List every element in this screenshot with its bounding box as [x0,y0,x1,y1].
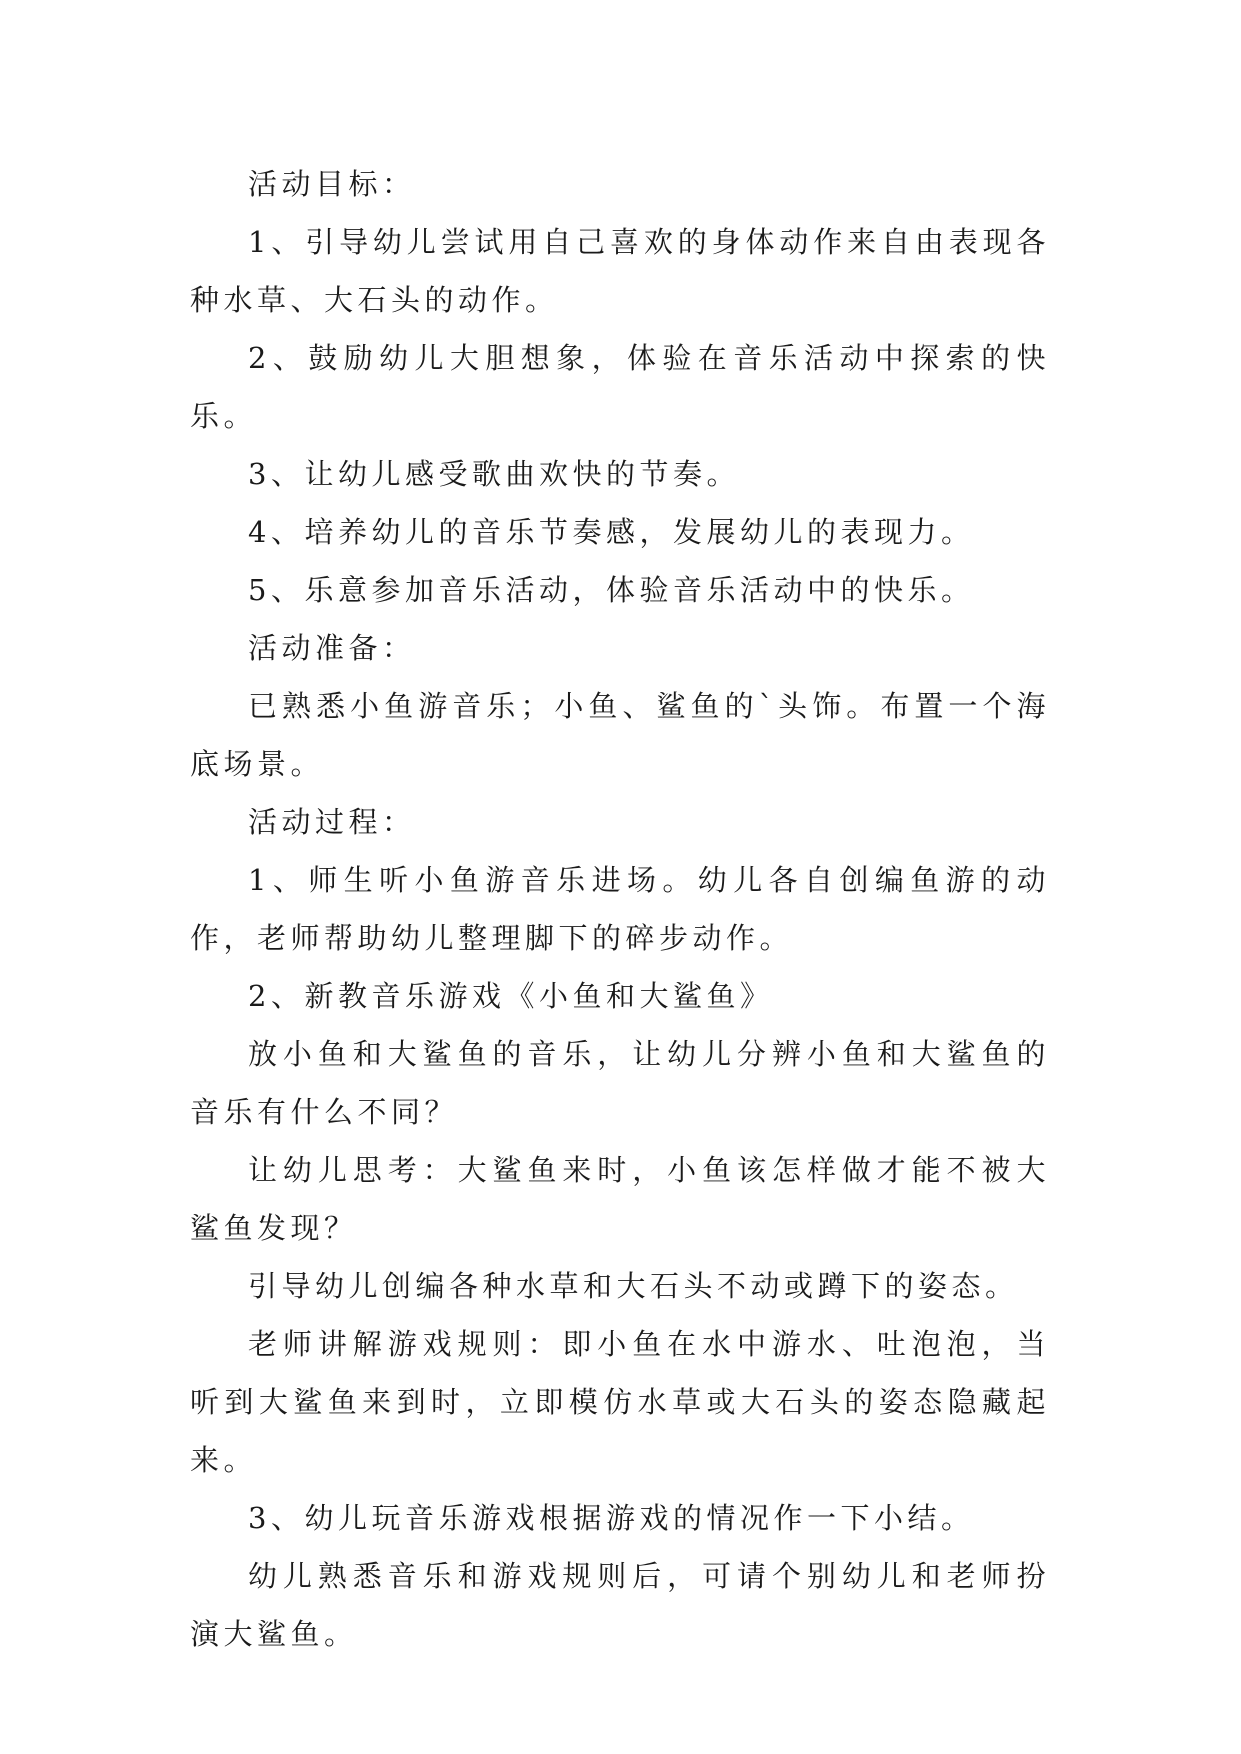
goal-item-4: 4、培养幼儿的音乐节奏感，发展幼儿的表现力。 [248,515,975,549]
heading-activity-preparation: 活动准备： [248,631,416,665]
process-paragraph: 幼儿熟悉音乐和游戏规则后，可请个别幼儿和老师扮演大鲨鱼。 [190,1559,1050,1651]
process-paragraph: 让幼儿思考：大鲨鱼来时，小鱼该怎样做才能不被大鲨鱼发现？ [190,1153,1050,1245]
goal-item-1: 1、引导幼儿尝试用自己喜欢的身体动作来自由表现各种水草、大石头的动作。 [190,225,1050,317]
goal-item-5: 5、乐意参加音乐活动，体验音乐活动中的快乐。 [248,573,975,607]
process-step-3: 3、幼儿玩音乐游戏根据游戏的情况作一下小结。 [248,1501,975,1535]
process-step-2: 2、新教音乐游戏《小鱼和大鲨鱼》 [248,979,774,1013]
heading-activity-process: 活动过程： [248,805,416,839]
goal-item-3: 3、让幼儿感受歌曲欢快的节奏。 [248,457,740,491]
goal-item-2: 2、鼓励幼儿大胆想象，体验在音乐活动中探索的快乐。 [190,341,1050,433]
process-step-1: 1、师生听小鱼游音乐进场。幼儿各自创编鱼游的动作，老师帮助幼儿整理脚下的碎步动作。 [190,863,1050,955]
heading-activity-goals: 活动目标： [248,167,416,201]
preparation-text: 已熟悉小鱼游音乐；小鱼、鲨鱼的`头饰。布置一个海底场景。 [190,689,1050,781]
process-paragraph: 引导幼儿创编各种水草和大石头不动或蹲下的姿态。 [248,1269,1019,1303]
process-paragraph: 放小鱼和大鲨鱼的音乐，让幼儿分辨小鱼和大鲨鱼的音乐有什么不同？ [190,1037,1050,1129]
process-paragraph: 老师讲解游戏规则：即小鱼在水中游水、吐泡泡，当听到大鲨鱼来到时，立即模仿水草或大石头的姿态隐藏起来。 [190,1327,1050,1477]
document-body [190,155,1050,1663]
